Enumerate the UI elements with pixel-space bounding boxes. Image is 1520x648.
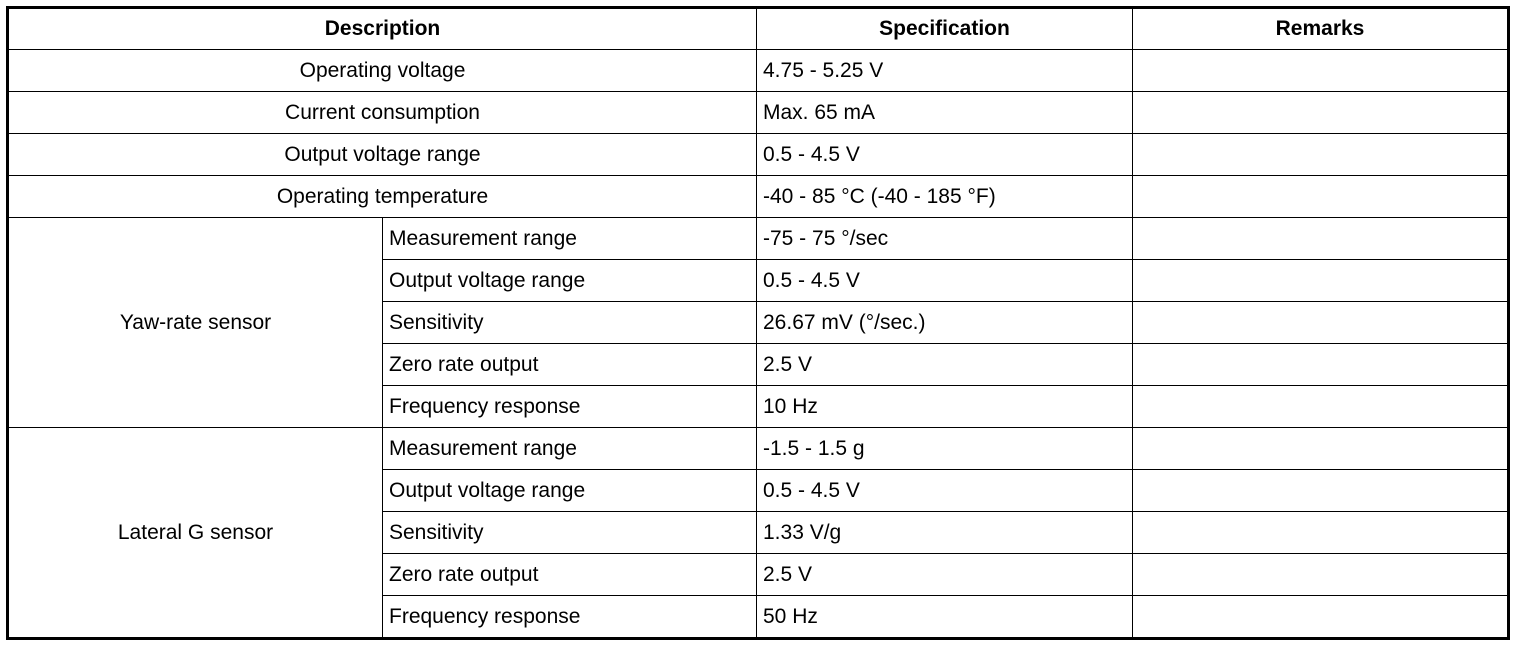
specification-cell: 50 Hz bbox=[757, 596, 1133, 639]
column-header-specification: Specification bbox=[757, 8, 1133, 50]
remarks-cell bbox=[1133, 386, 1509, 428]
specification-cell: 2.5 V bbox=[757, 344, 1133, 386]
item-cell: Zero rate output bbox=[383, 554, 757, 596]
remarks-cell bbox=[1133, 344, 1509, 386]
specification-cell: 10 Hz bbox=[757, 386, 1133, 428]
remarks-cell bbox=[1133, 554, 1509, 596]
group-name-cell: Yaw-rate sensor bbox=[8, 218, 383, 428]
table-row bbox=[8, 92, 1509, 134]
table-row bbox=[8, 134, 1509, 176]
description-cell: Operating voltage bbox=[8, 50, 757, 92]
item-cell: Zero rate output bbox=[383, 344, 757, 386]
table-row bbox=[8, 428, 1509, 470]
specification-cell: 26.67 mV (°/sec.) bbox=[757, 302, 1133, 344]
specification-cell: 4.75 - 5.25 V bbox=[757, 50, 1133, 92]
remarks-cell bbox=[1133, 176, 1509, 218]
remarks-cell bbox=[1133, 92, 1509, 134]
remarks-cell bbox=[1133, 218, 1509, 260]
description-cell: Current consumption bbox=[8, 92, 757, 134]
remarks-cell bbox=[1133, 596, 1509, 639]
specification-cell: -1.5 - 1.5 g bbox=[757, 428, 1133, 470]
remarks-cell bbox=[1133, 428, 1509, 470]
column-header-description: Description bbox=[8, 8, 757, 50]
specification-cell: 0.5 - 4.5 V bbox=[757, 470, 1133, 512]
remarks-cell bbox=[1133, 302, 1509, 344]
remarks-cell bbox=[1133, 260, 1509, 302]
table-header-row bbox=[8, 8, 1509, 50]
description-cell: Output voltage range bbox=[8, 134, 757, 176]
item-cell: Sensitivity bbox=[383, 302, 757, 344]
item-cell: Output voltage range bbox=[383, 470, 757, 512]
table-row bbox=[8, 218, 1509, 260]
table-row bbox=[8, 176, 1509, 218]
column-header-remarks: Remarks bbox=[1133, 8, 1509, 50]
item-cell: Sensitivity bbox=[383, 512, 757, 554]
remarks-cell bbox=[1133, 50, 1509, 92]
item-cell: Measurement range bbox=[383, 218, 757, 260]
table-row bbox=[8, 50, 1509, 92]
item-cell: Measurement range bbox=[383, 428, 757, 470]
remarks-cell bbox=[1133, 512, 1509, 554]
item-cell: Frequency response bbox=[383, 596, 757, 639]
specification-table bbox=[6, 6, 1510, 640]
specification-cell: 2.5 V bbox=[757, 554, 1133, 596]
remarks-cell bbox=[1133, 134, 1509, 176]
item-cell: Output voltage range bbox=[383, 260, 757, 302]
specification-cell: -75 - 75 °/sec bbox=[757, 218, 1133, 260]
group-name-cell: Lateral G sensor bbox=[8, 428, 383, 639]
remarks-cell bbox=[1133, 470, 1509, 512]
specification-cell: 1.33 V/g bbox=[757, 512, 1133, 554]
specification-cell: Max. 65 mA bbox=[757, 92, 1133, 134]
specification-cell: 0.5 - 4.5 V bbox=[757, 260, 1133, 302]
specification-cell: -40 - 85 °C (-40 - 185 °F) bbox=[757, 176, 1133, 218]
specification-cell: 0.5 - 4.5 V bbox=[757, 134, 1133, 176]
item-cell: Frequency response bbox=[383, 386, 757, 428]
description-cell: Operating temperature bbox=[8, 176, 757, 218]
